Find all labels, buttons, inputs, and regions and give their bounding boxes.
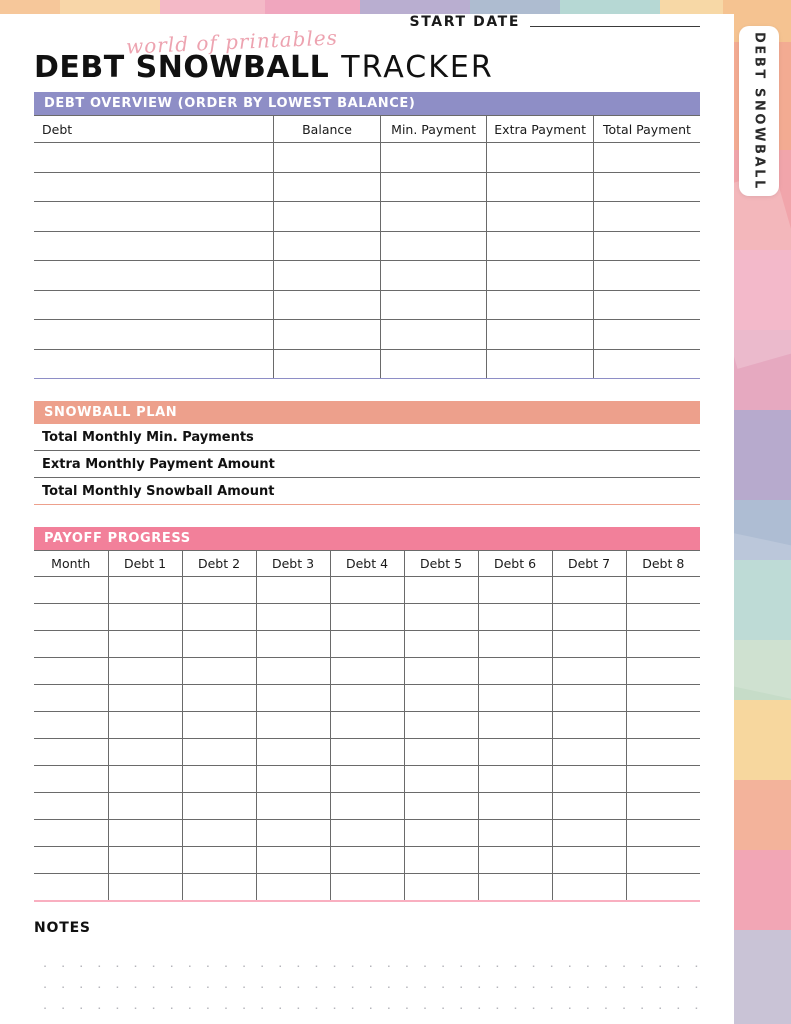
cell-debt-7[interactable]: [552, 685, 626, 712]
cell-extra-payment[interactable]: [487, 202, 594, 232]
cell-month[interactable]: [34, 820, 108, 847]
cell-debt[interactable]: [34, 349, 274, 379]
brand-script-logo: world of printables: [125, 25, 339, 59]
cell-debt-1[interactable]: [108, 631, 182, 658]
cell-debt-4[interactable]: [330, 604, 404, 631]
cell-month[interactable]: [34, 631, 108, 658]
cell-total-payment[interactable]: [593, 320, 700, 350]
cell-month[interactable]: [34, 766, 108, 793]
cell-debt-4[interactable]: [330, 658, 404, 685]
cell-debt-7[interactable]: [552, 577, 626, 604]
cell-debt-2[interactable]: [182, 847, 256, 874]
cell-debt-1[interactable]: [108, 739, 182, 766]
cell-debt-5[interactable]: [404, 847, 478, 874]
table-row[interactable]: [34, 290, 700, 320]
cell-debt-3[interactable]: [256, 820, 330, 847]
cell-debt-3[interactable]: [256, 793, 330, 820]
cell-debt-4[interactable]: [330, 577, 404, 604]
cell-month[interactable]: [34, 739, 108, 766]
snowball-row-label: Extra Monthly Payment Amount: [42, 456, 275, 472]
cell-debt-5[interactable]: [404, 766, 478, 793]
cell-debt-4[interactable]: [330, 766, 404, 793]
table-row[interactable]: [34, 793, 700, 820]
snowball-row-label: Total Monthly Snowball Amount: [42, 483, 275, 499]
column-header-debt-3: Debt 3: [256, 551, 330, 577]
column-header-debt-4: Debt 4: [330, 551, 404, 577]
cell-balance[interactable]: [274, 143, 381, 173]
cell-month[interactable]: [34, 874, 108, 901]
cell-debt-1[interactable]: [108, 874, 182, 901]
cell-min-payment[interactable]: [380, 143, 487, 173]
debt-overview-section-title: DEBT OVERVIEW (ORDER BY LOWEST BALANCE): [44, 96, 416, 111]
cell-debt[interactable]: [34, 320, 274, 350]
table-row[interactable]: [34, 577, 700, 604]
cell-debt-5[interactable]: [404, 577, 478, 604]
table-row[interactable]: [34, 231, 700, 261]
cell-debt-3[interactable]: [256, 604, 330, 631]
column-header-debt-1: Debt 1: [108, 551, 182, 577]
cell-balance[interactable]: [274, 320, 381, 350]
cell-debt-8[interactable]: [626, 685, 700, 712]
cell-debt[interactable]: [34, 290, 274, 320]
cell-debt-1[interactable]: [108, 820, 182, 847]
column-header-debt-5: Debt 5: [404, 551, 478, 577]
cell-total-payment[interactable]: [593, 231, 700, 261]
cell-debt-5[interactable]: [404, 793, 478, 820]
cell-debt-2[interactable]: [182, 766, 256, 793]
cell-extra-payment[interactable]: [487, 172, 594, 202]
snowball-row-total-min-payments[interactable]: [34, 424, 700, 451]
cell-debt-3[interactable]: [256, 739, 330, 766]
cell-debt-8[interactable]: [626, 658, 700, 685]
cell-debt-8[interactable]: [626, 577, 700, 604]
table-row[interactable]: [34, 820, 700, 847]
cell-debt-6[interactable]: [478, 847, 552, 874]
start-date-field[interactable]: [410, 14, 700, 30]
cell-min-payment[interactable]: [380, 290, 487, 320]
column-header-total-payment: Total Payment: [593, 116, 700, 143]
snowball-row-extra-monthly-payment[interactable]: [34, 451, 700, 478]
cell-debt-6[interactable]: [478, 577, 552, 604]
cell-debt-2[interactable]: [182, 793, 256, 820]
debt-overview-body: [34, 143, 700, 379]
cell-debt-8[interactable]: [626, 712, 700, 739]
column-header-debt: Debt: [34, 116, 274, 143]
cell-debt-1[interactable]: [108, 577, 182, 604]
cell-balance[interactable]: [274, 231, 381, 261]
table-row[interactable]: [34, 685, 700, 712]
cell-debt-4[interactable]: [330, 874, 404, 901]
cell-debt-3[interactable]: [256, 631, 330, 658]
cell-debt-6[interactable]: [478, 604, 552, 631]
cell-debt-2[interactable]: [182, 820, 256, 847]
cell-balance[interactable]: [274, 202, 381, 232]
cell-extra-payment[interactable]: [487, 143, 594, 173]
cell-debt[interactable]: [34, 231, 274, 261]
cell-month[interactable]: [34, 793, 108, 820]
cell-debt-8[interactable]: [626, 847, 700, 874]
table-row[interactable]: [34, 202, 700, 232]
cell-debt-2[interactable]: [182, 712, 256, 739]
cell-debt-4[interactable]: [330, 631, 404, 658]
notes-line[interactable]: [34, 988, 700, 1009]
column-header-debt-6: Debt 6: [478, 551, 552, 577]
column-header-debt-8: Debt 8: [626, 551, 700, 577]
cell-min-payment[interactable]: [380, 261, 487, 291]
cell-debt[interactable]: [34, 172, 274, 202]
cell-debt-2[interactable]: [182, 631, 256, 658]
cell-month[interactable]: [34, 847, 108, 874]
cell-debt[interactable]: [34, 143, 274, 173]
cell-debt-7[interactable]: [552, 766, 626, 793]
cell-debt-6[interactable]: [478, 712, 552, 739]
notes-line[interactable]: [34, 967, 700, 988]
page-header: [34, 0, 700, 92]
cell-debt-1[interactable]: [108, 685, 182, 712]
debt-overview-table: [34, 115, 700, 379]
cell-debt-7[interactable]: [552, 604, 626, 631]
table-row[interactable]: [34, 349, 700, 379]
cell-debt-2[interactable]: [182, 604, 256, 631]
cell-debt-2[interactable]: [182, 577, 256, 604]
cell-debt-6[interactable]: [478, 820, 552, 847]
cell-debt-6[interactable]: [478, 739, 552, 766]
side-tab-debt-snowball[interactable]: [739, 26, 779, 196]
payoff-progress-header-row: [34, 551, 700, 577]
cell-min-payment[interactable]: [380, 172, 487, 202]
start-date-label: START DATE: [409, 14, 520, 30]
debt-overview-section-header: [34, 92, 700, 115]
cell-debt-3[interactable]: [256, 874, 330, 901]
table-row[interactable]: [34, 320, 700, 350]
cell-debt-6[interactable]: [478, 766, 552, 793]
cell-balance[interactable]: [274, 349, 381, 379]
page-title: [34, 50, 700, 85]
cell-debt-5[interactable]: [404, 631, 478, 658]
cell-debt-3[interactable]: [256, 577, 330, 604]
cell-debt-1[interactable]: [108, 604, 182, 631]
cell-debt-5[interactable]: [404, 739, 478, 766]
cell-debt-1[interactable]: [108, 766, 182, 793]
cell-debt-7[interactable]: [552, 793, 626, 820]
notes-dot-grid: [34, 946, 700, 1009]
cell-extra-payment[interactable]: [487, 261, 594, 291]
cell-debt-6[interactable]: [478, 874, 552, 901]
snowball-row-total-snowball-amount[interactable]: [34, 478, 700, 505]
column-header-extra-payment: Extra Payment: [487, 116, 594, 143]
cell-debt-1[interactable]: [108, 658, 182, 685]
cell-debt-2[interactable]: [182, 685, 256, 712]
snowball-plan-section-header: [34, 401, 700, 424]
cell-debt-6[interactable]: [478, 658, 552, 685]
cell-total-payment[interactable]: [593, 202, 700, 232]
cell-debt[interactable]: [34, 261, 274, 291]
notes-title: NOTES: [34, 919, 91, 936]
cell-debt-5[interactable]: [404, 604, 478, 631]
snowball-plan-section-title: SNOWBALL PLAN: [44, 405, 178, 420]
cell-debt-6[interactable]: [478, 793, 552, 820]
cell-debt-8[interactable]: [626, 631, 700, 658]
column-header-debt-7: Debt 7: [552, 551, 626, 577]
cell-debt-1[interactable]: [108, 712, 182, 739]
cell-debt-4[interactable]: [330, 793, 404, 820]
cell-debt-5[interactable]: [404, 658, 478, 685]
cell-debt-8[interactable]: [626, 604, 700, 631]
cell-debt-3[interactable]: [256, 712, 330, 739]
cell-month[interactable]: [34, 577, 108, 604]
cell-debt-7[interactable]: [552, 820, 626, 847]
cell-debt-4[interactable]: [330, 820, 404, 847]
cell-total-payment[interactable]: [593, 290, 700, 320]
table-row[interactable]: [34, 739, 700, 766]
cell-debt-7[interactable]: [552, 631, 626, 658]
table-row[interactable]: [34, 874, 700, 901]
table-row[interactable]: [34, 143, 700, 173]
cell-month[interactable]: [34, 685, 108, 712]
snowball-row-label: Total Monthly Min. Payments: [42, 429, 254, 445]
table-row[interactable]: [34, 261, 700, 291]
page-title-light: TRACKER: [341, 50, 494, 85]
cell-min-payment[interactable]: [380, 202, 487, 232]
cell-min-payment[interactable]: [380, 320, 487, 350]
payoff-progress-section-header: [34, 527, 700, 550]
cell-month[interactable]: [34, 604, 108, 631]
cell-debt-3[interactable]: [256, 847, 330, 874]
table-row[interactable]: [34, 658, 700, 685]
payoff-progress-section-title: PAYOFF PROGRESS: [44, 531, 191, 546]
cell-debt-8[interactable]: [626, 874, 700, 901]
cell-balance[interactable]: [274, 261, 381, 291]
cell-balance[interactable]: [274, 290, 381, 320]
cell-debt-5[interactable]: [404, 712, 478, 739]
table-row[interactable]: [34, 766, 700, 793]
cell-debt[interactable]: [34, 202, 274, 232]
cell-debt-6[interactable]: [478, 685, 552, 712]
cell-debt-5[interactable]: [404, 874, 478, 901]
cell-min-payment[interactable]: [380, 231, 487, 261]
cell-debt-3[interactable]: [256, 766, 330, 793]
cell-month[interactable]: [34, 712, 108, 739]
cell-debt-7[interactable]: [552, 712, 626, 739]
cell-debt-1[interactable]: [108, 847, 182, 874]
cell-debt-4[interactable]: [330, 685, 404, 712]
cell-extra-payment[interactable]: [487, 320, 594, 350]
cell-debt-7[interactable]: [552, 874, 626, 901]
cell-debt-4[interactable]: [330, 739, 404, 766]
cell-debt-5[interactable]: [404, 820, 478, 847]
cell-debt-8[interactable]: [626, 766, 700, 793]
cell-total-payment[interactable]: [593, 261, 700, 291]
page-title-bold: DEBT SNOWBALL: [34, 50, 330, 85]
notes-line[interactable]: [34, 946, 700, 967]
column-header-min-payment: Min. Payment: [380, 116, 487, 143]
cell-extra-payment[interactable]: [487, 290, 594, 320]
table-row[interactable]: [34, 631, 700, 658]
column-header-balance: Balance: [274, 116, 381, 143]
cell-total-payment[interactable]: [593, 172, 700, 202]
column-header-debt-2: Debt 2: [182, 551, 256, 577]
table-row[interactable]: [34, 172, 700, 202]
cell-debt-1[interactable]: [108, 793, 182, 820]
cell-debt-8[interactable]: [626, 739, 700, 766]
cell-debt-2[interactable]: [182, 874, 256, 901]
cell-debt-7[interactable]: [552, 658, 626, 685]
cell-debt-8[interactable]: [626, 793, 700, 820]
table-row[interactable]: [34, 604, 700, 631]
cell-debt-6[interactable]: [478, 631, 552, 658]
cell-debt-2[interactable]: [182, 658, 256, 685]
cell-debt-4[interactable]: [330, 712, 404, 739]
debt-overview-header-row: [34, 116, 700, 143]
cell-total-payment[interactable]: [593, 349, 700, 379]
cell-balance[interactable]: [274, 172, 381, 202]
cell-debt-3[interactable]: [256, 658, 330, 685]
table-row[interactable]: [34, 847, 700, 874]
side-tab-label: DEBT SNOWBALL: [751, 31, 767, 191]
start-date-input-line[interactable]: [530, 26, 700, 27]
cell-total-payment[interactable]: [593, 143, 700, 173]
cell-debt-2[interactable]: [182, 739, 256, 766]
payoff-progress-table: [34, 550, 700, 902]
cell-min-payment[interactable]: [380, 349, 487, 379]
cell-debt-7[interactable]: [552, 739, 626, 766]
table-row[interactable]: [34, 712, 700, 739]
column-header-month: Month: [34, 551, 108, 577]
cell-debt-4[interactable]: [330, 847, 404, 874]
cell-debt-3[interactable]: [256, 685, 330, 712]
cell-month[interactable]: [34, 658, 108, 685]
snowball-plan-rows: [34, 424, 700, 505]
cell-debt-8[interactable]: [626, 820, 700, 847]
cell-extra-payment[interactable]: [487, 231, 594, 261]
cell-debt-5[interactable]: [404, 685, 478, 712]
payoff-progress-body: [34, 577, 700, 901]
cell-extra-payment[interactable]: [487, 349, 594, 379]
cell-debt-7[interactable]: [552, 847, 626, 874]
